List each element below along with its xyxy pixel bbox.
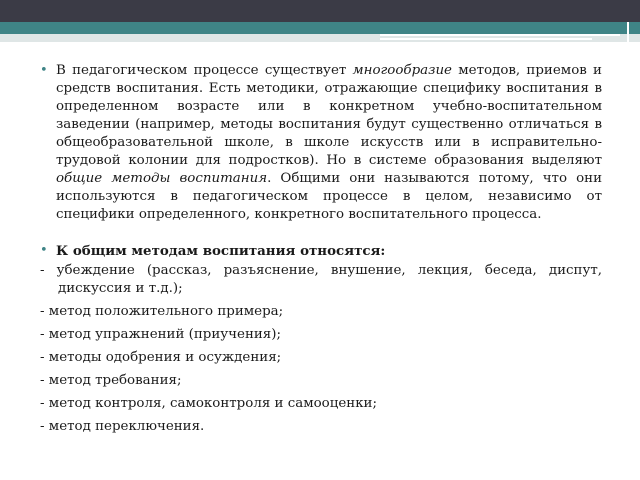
spacer: [40, 224, 602, 242]
header-dark-band: [0, 0, 640, 22]
header-decor-line: [380, 38, 592, 40]
intro-bullet: [40, 62, 602, 224]
list-item: - метод переключения.: [40, 419, 205, 434]
intro-text-3: . Общими они называются потому, что они используются в педагогическом процессе в целом, независимо от специфики определенного, конкретного воспитательного процесса.: [56, 171, 602, 222]
list-item: - метод положительного примера;: [40, 304, 284, 319]
list-item: - методы одобрения и осуждения;: [40, 350, 282, 365]
list-item: - убеждение (рассказ, разъяснение, внушение, лекция, беседа, диспут, дискуссия и т.д.);: [40, 263, 602, 296]
methods-heading-bullet: [40, 242, 602, 260]
slide-content: [40, 62, 602, 441]
header-decor-vertical-line: [627, 22, 629, 44]
header-decor-line: [380, 34, 620, 36]
intro-emphasis-2: общие методы воспитания: [56, 171, 268, 186]
slide-header-banner: [0, 0, 640, 46]
intro-text-1: В педагогическом процессе существует: [56, 63, 353, 78]
list-item: - метод упражнений (приучения);: [40, 327, 281, 342]
list-item: - метод требования;: [40, 373, 182, 388]
header-teal-band: [0, 22, 640, 34]
methods-heading: К общим методам воспитания относятся:: [56, 243, 386, 259]
intro-paragraph: [56, 62, 602, 224]
methods-list: [40, 262, 602, 436]
bullet-icon: •: [40, 63, 48, 78]
bullet-icon: •: [40, 243, 48, 258]
intro-text-2: методов, приемов и средств воспитания. Есть методики, отражающие специфику воспитания в определенном возрасте или в конкретном учебно-воспитательном заведении (например, методы воспитания будут существенно отличаться в общеобразовательной школе, в школе искусств или в исправительно-трудовой колонии для подростков). Но в системе образования выделяют: [56, 63, 602, 168]
list-item: - метод контроля, самоконтроля и самооценки;: [40, 396, 377, 411]
intro-emphasis-1: многообразие: [352, 63, 452, 78]
